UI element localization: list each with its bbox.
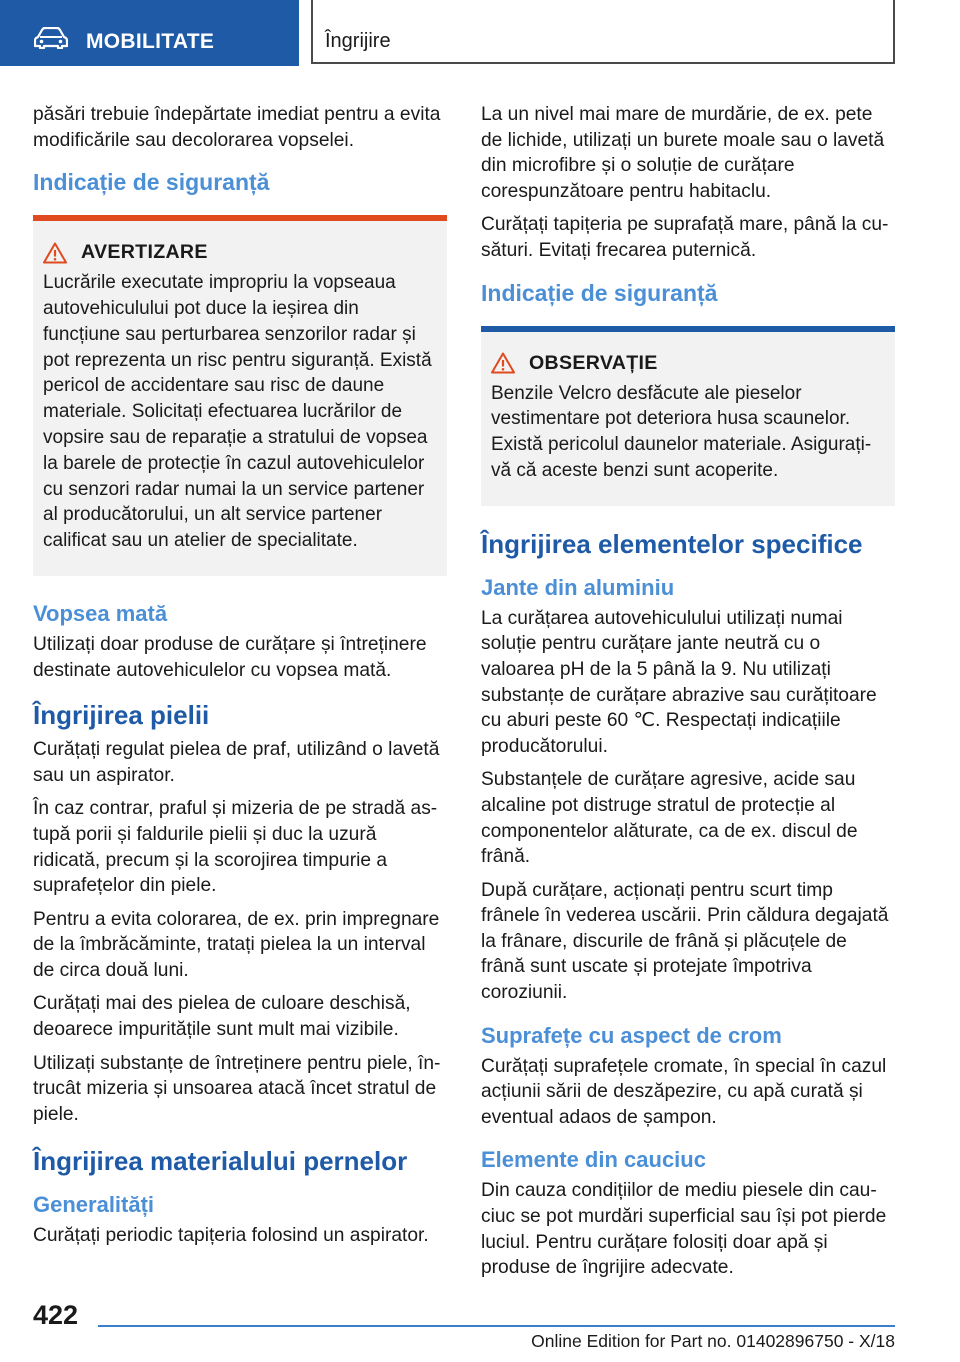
notice-title: OBSERVAȚIE (529, 351, 658, 374)
safety-heading: Indicație de siguranță (33, 169, 270, 196)
warning-triangle-icon (43, 242, 67, 264)
right-column (481, 102, 895, 1289)
chapter-box (311, 0, 895, 64)
rubber-paragraph: Din cauza condițiilor de mediu piesele din cauciuc se pot murdări superficial sau își pot pierde luciul. Pentru curățare folosiți doar apă și produse de îngrijire adecvate. (481, 1180, 887, 1279)
car-icon (34, 27, 68, 49)
chrome-heading: Suprafețe cu aspect de crom (481, 1022, 782, 1048)
leather-paragraph: Pentru a evita colorarea, de ex. prin impregnare de la îmbrăcăminte, tratați pielea la un interval de circa două luni. (33, 908, 440, 981)
rims-paragraph: După curățare, acționați pentru scurt timp frânele în vederea uscării. Prin căldura degajată la frânare, discurile de frână și plăcuțele de frână sunt uscate și protejate împotriva coroziunii. (481, 879, 889, 1004)
section-tab-label: MOBILITATE (86, 30, 215, 53)
cushion-care-heading: Îngrijirea materialului pernelor (33, 1146, 408, 1177)
matte-paint-heading: Vopsea mată (33, 600, 168, 626)
leather-paragraph: În caz contrar, praful și mizeria de pe stradă astupă porii și faldurile pielii și duc la uzură ridicată, precum și la scorojirea timpurie a suprafețelor din piele. (33, 798, 438, 897)
notice-box (481, 326, 895, 506)
page-number: 422 (33, 1300, 79, 1330)
warning-text: Lucrările executate impropriu la vopseaua autovehiculului pot duce la ieșirea din funcțiune sau perturbarea senzorilor radar și pot reprezenta un risc pentru siguranță. Există pericol de accidentare sau risc de daune materiale. Solicitați efectuarea lucrărilor de vopsire sau de reparație a stratului de vopsea la barele de protecție în cazul autovehiculelor cu senzori radar numai la un service partener al producătorului, un alt service partener calificat sau un atelier de specialitate. (43, 272, 432, 552)
warning-title: AVERTIZARE (81, 241, 208, 264)
chrome-paragraph: Curățați suprafețele cromate, în special în cazul acțiunii sării de deszăpezire, cu apă curată și eventual adaos de șampon. (481, 1055, 887, 1128)
rims-heading: Jante din aluminiu (481, 574, 675, 600)
leather-paragraph: Curățați mai des pielea de culoare deschisă, deoarece impuritățile sunt mult mai vizibile. (33, 993, 411, 1041)
rims-paragraph: La curățarea autovehiculului utilizați numai soluție pentru curățare jante neutră cu o valoarea pH de la 5 până la 9. Nu utilizați substanțe de curățare abrazive sau curățitoare cu aburi peste 60 ℃. Respectați indicațiile producătorului. (481, 607, 877, 757)
general-text: Curățați periodic tapițeria folosind un aspirator. (33, 1225, 429, 1247)
safety-heading: Indicație de siguranță (481, 279, 718, 306)
dirt-paragraph: La un nivel mai mare de murdărie, de ex. pete de lichide, utilizați un burete moale sau o lavetă din microfibre și o soluție de curățare corespunzătoare pentru habitaclu. (481, 104, 885, 202)
notice-text: Benzile Velcro desfăcute ale pieselor vestimentare pot deteriora husa scaunelor. Există pericolul daunelor materiale. Asigurați-vă că aceste benzi sunt acoperite. (491, 382, 872, 481)
edition-label: Online Edition for Part no. 01402896750 - X/18 (531, 1331, 895, 1351)
left-column (33, 102, 447, 1257)
leather-paragraph: Curățați regulat pielea de praf, utilizând o lavetă sau un aspirator. (33, 739, 440, 786)
matte-paint-text: Utilizați doar produse de curățare și întreținere destinate autovehiculelor cu vopsea mată. (33, 633, 427, 681)
intro-paragraph: păsări trebuie îndepărtate imediat pentru a evita modificările sau decolorarea vopselei. (33, 104, 441, 151)
warning-box (33, 215, 447, 576)
rims-paragraph: Substanțele de curățare agresive, acide sau alcaline pot distruge stratul de protecție al componentelor alăturate, ca de ex. discul de frână. (481, 769, 858, 868)
section-tab[interactable] (0, 0, 299, 66)
page-header (0, 0, 960, 66)
leather-care-heading: Îngrijirea pielii (33, 700, 210, 731)
leather-paragraph: Utilizați substanțe de întreținere pentru piele, întrucât mizeria și unsoarea atacă încet stratul de piele. (33, 1052, 441, 1125)
general-heading: Generalități (33, 1192, 155, 1218)
rubber-heading: Elemente din cauciuc (481, 1147, 706, 1173)
warning-triangle-icon (491, 352, 515, 374)
specific-care-heading: Îngrijirea elementelor specifice (481, 528, 863, 559)
chapter-title: Îngrijire (325, 30, 391, 52)
footer-divider (98, 1325, 895, 1327)
upholstery-paragraph: Curățați tapițeria pe suprafață mare, până la cusături. Evitați frecarea puternică. (481, 214, 889, 261)
